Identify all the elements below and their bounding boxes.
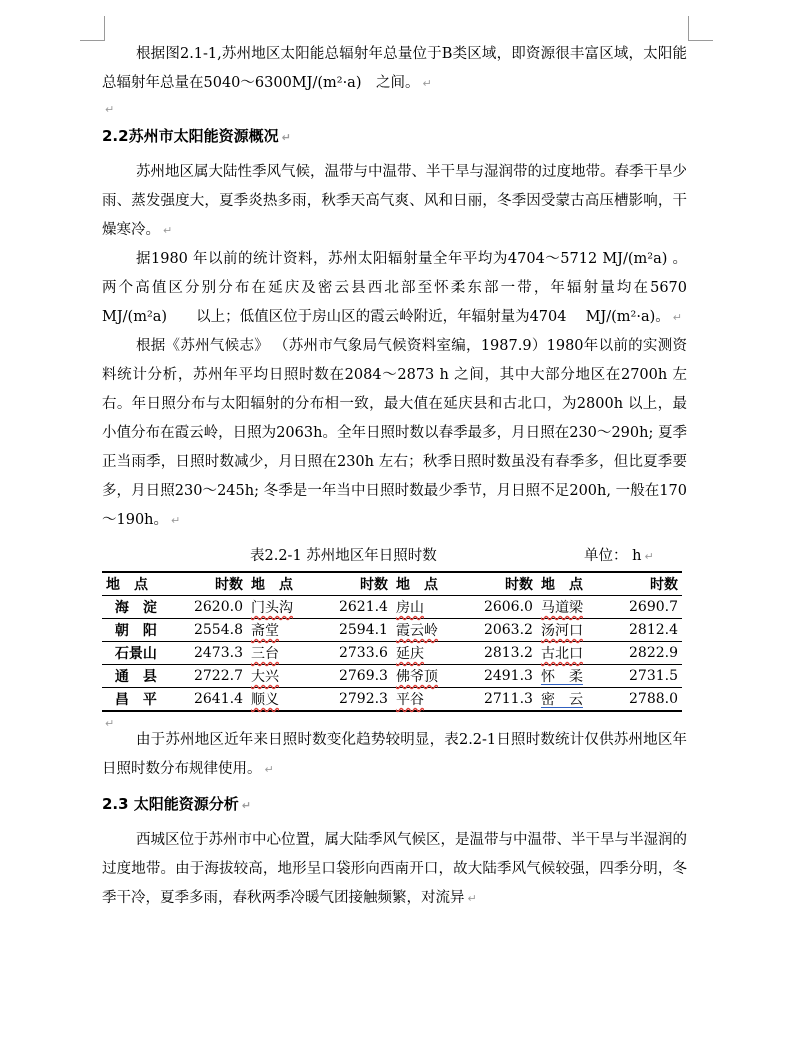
table-row [102, 665, 682, 688]
paragraph-3: 据1980 年以前的统计资料，苏州太阳辐射量全年平均为4704～5712 MJ/(m²a) 。 两个高值区分别分布在延庆及密云县西北部至怀柔东部一带，年辐射量均在5670 MJ/(m²a) 以上；低值区位于房山区的霞云岭附近，年辐射量为4704 MJ/(m²·a)。 ↵ [102, 251, 687, 325]
header-location: 地 点 [537, 572, 605, 596]
cell-hours: 2788.0 [605, 688, 682, 712]
cell-hours: 2063.2 [460, 619, 537, 642]
cell-hours: 2733.6 [315, 642, 392, 665]
cell-location: 平谷 [392, 688, 460, 712]
cell-location: 朝 阳 [102, 619, 170, 642]
header-hours: 时数 [460, 572, 537, 596]
document-page [102, 40, 687, 913]
cell-location: 斋堂 [247, 619, 315, 642]
table-caption: 表2.2-1 苏州地区年日照时数 [250, 548, 437, 564]
cell-location: 昌 平 [102, 688, 170, 712]
header-hours: 时数 [170, 572, 247, 596]
cell-hours: 2491.3 [460, 665, 537, 688]
header-location: 地 点 [392, 572, 460, 596]
cell-hours: 2813.2 [460, 642, 537, 665]
cell-hours: 2594.1 [315, 619, 392, 642]
paragraph-5: 由于苏州地区近年来日照时数变化趋势较明显，表2.2-1日照时数统计仅供苏州地区年日照时数分布规律使用。 ↵ [102, 732, 687, 777]
cell-location: 马道梁 [537, 596, 605, 619]
cell-hours: 2473.3 [170, 642, 247, 665]
table-row [102, 596, 682, 619]
cell-hours: 2822.9 [605, 642, 682, 665]
table-caption-row [102, 541, 687, 571]
cell-hours: 2690.7 [605, 596, 682, 619]
header-hours: 时数 [315, 572, 392, 596]
cell-hours: 2554.8 [170, 619, 247, 642]
cell-location: 汤河口 [537, 619, 605, 642]
table-unit: 单位： h ↵ [584, 548, 654, 564]
cell-hours: 2722.7 [170, 665, 247, 688]
cell-location: 大兴 [247, 665, 315, 688]
header-location: 地 点 [247, 572, 315, 596]
cell-location: 古北口 [537, 642, 605, 665]
section-heading-2-2: 2.2苏州市太阳能资源概况 ↵ [102, 127, 291, 145]
table-header-row [102, 572, 682, 596]
cell-location: 海 淀 [102, 596, 170, 619]
paragraph-1: 根据图2.1-1,苏州地区太阳能总辐射年总量位于B类区域，即资源很丰富区域，太阳能总辐射年总量在5040～6300MJ/(m²·a) 之间。 ↵ [102, 46, 687, 91]
table-row [102, 642, 682, 665]
cell-hours: 2606.0 [460, 596, 537, 619]
cell-hours: 2731.5 [605, 665, 682, 688]
empty-line: ↵ [105, 717, 115, 730]
cell-hours: 2812.4 [605, 619, 682, 642]
empty-line: ↵ [105, 103, 115, 116]
cell-hours: 2641.4 [170, 688, 247, 712]
cell-location: 佛爷顶 [392, 665, 460, 688]
paragraph-2: 苏州地区属大陆性季风气候，温带与中温带、半干旱与湿润带的过度地带。春季干旱少雨、蒸发强度大，夏季炎热多雨，秋季天高气爽、风和日丽，冬季因受蒙古高压槽影响，干燥寒冷。 ↵ [102, 164, 687, 238]
cell-location: 顺义 [247, 688, 315, 712]
cell-hours: 2620.0 [170, 596, 247, 619]
page-corner-top-right [688, 16, 713, 41]
paragraph-mark: ↵ [422, 77, 432, 90]
cell-location: 门头沟 [247, 596, 315, 619]
cell-location: 通 县 [102, 665, 170, 688]
cell-hours: 2769.3 [315, 665, 392, 688]
cell-location: 三台 [247, 642, 315, 665]
paragraph-4: 根据《苏州气候志》 （苏州市气象局气候资料室编，1987.9）1980年以前的实测资料统计分析，苏州年平均日照时数在2084～2873 h 之间，其中大部分地区在2700h 左右。年日照分布与太阳辐射的分布相一致，最大值在延庆县和古北口，为2800h 以上，最小值分布在霞云岭，日照为2063h。全年日照时数以春季最多，月日照在230～290h; 夏季正当雨季，日照时数减少，月日照在230h 左右；秋季日照时数虽没有春季多，但比夏季要多，月日照230～245h; 冬季是一年当中日照时数最少季节，月日照不足200h, 一般在170～190h。 ↵ [102, 338, 687, 528]
cell-location: 延庆 [392, 642, 460, 665]
cell-location: 石景山 [102, 642, 170, 665]
cell-hours: 2711.3 [460, 688, 537, 712]
cell-location: 霞云岭 [392, 619, 460, 642]
cell-location: 怀 柔 [537, 665, 605, 688]
table-row [102, 619, 682, 642]
header-hours: 时数 [605, 572, 682, 596]
cell-hours: 2792.3 [315, 688, 392, 712]
table-row [102, 688, 682, 712]
cell-location: 房山 [392, 596, 460, 619]
section-heading-2-3: 2.3 太阳能资源分析 ↵ [102, 795, 252, 813]
sunshine-hours-table [102, 571, 682, 712]
paragraph-6: 西城区位于苏州市中心位置，属大陆季风气候区，是温带与中温带、半干旱与半湿润的过度地带。由于海拔较高，地形呈口袋形向西南开口，故大陆季风气候较强，四季分明，冬季干冷，夏季多雨，春秋两季冷暖气团接触频繁，对流异 ↵ [102, 832, 687, 906]
cell-hours: 2621.4 [315, 596, 392, 619]
cell-location: 密 云 [537, 688, 605, 712]
page-corner-top-left [80, 16, 105, 41]
header-location: 地 点 [102, 572, 170, 596]
